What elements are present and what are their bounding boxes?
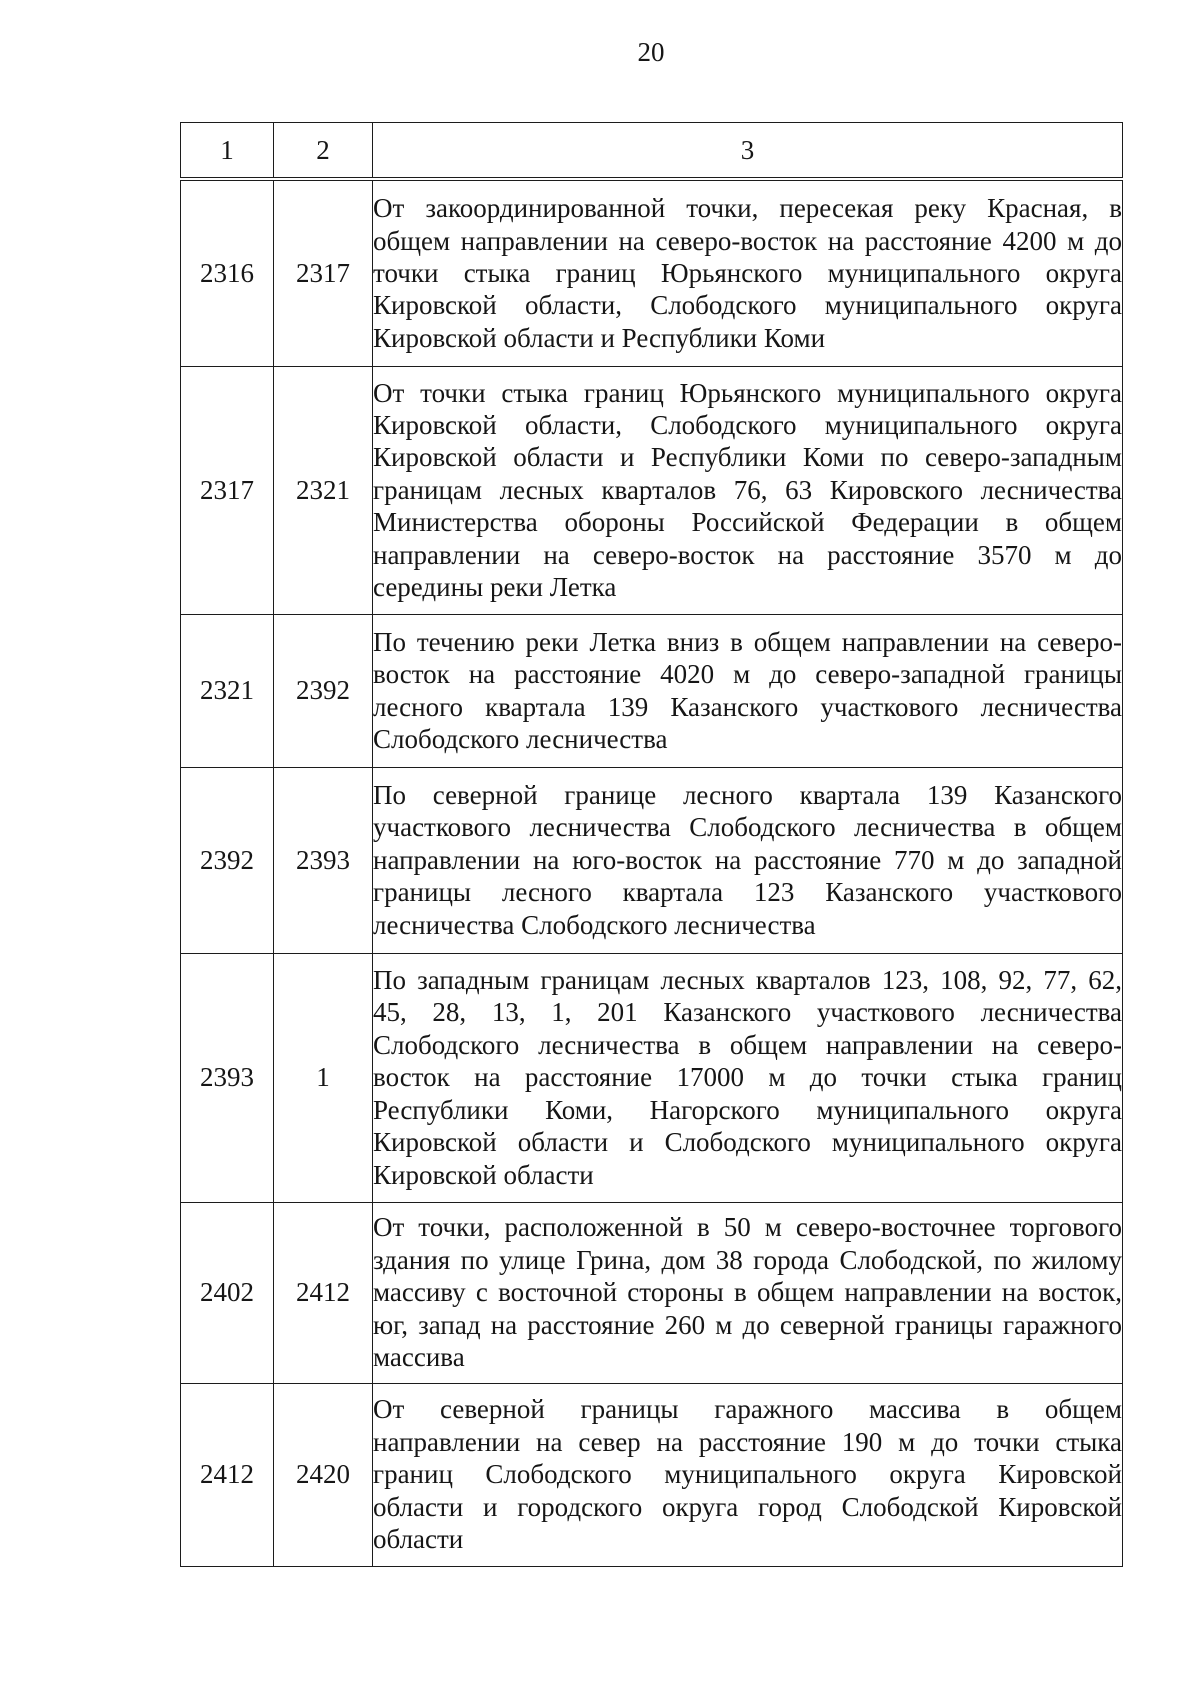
description-cell [373,366,1123,614]
point-from-cell: 2317 [181,366,274,614]
point-to-cell: 2412 [274,1202,373,1383]
point-from-cell: 2393 [181,953,274,1202]
description-line: восток на расстояние 17000 м до точки стыка границ [373,1062,1122,1093]
header-cell-1: 1 [181,123,274,180]
table-row [181,767,1123,953]
description-line: здания по улице Грина, дом 38 города Слободской, по жилому [373,1244,1122,1275]
description-cell [373,1202,1123,1383]
description-line: массива [373,1342,465,1373]
description-cell [373,767,1123,953]
description-line: направлении на север на расстояние 190 м до точки стыка [373,1426,1122,1457]
description-line: Слободского лесничества [373,723,668,754]
description-line: От точки стыка границ Юрьянского муниципального округа [373,377,1122,408]
description-line: Кировской области и Слободского муниципального округа [373,1127,1122,1158]
point-from-cell: 2321 [181,614,274,767]
description-line: Кировской области, Слободского муниципального округа [373,409,1122,440]
description-line: участкового лесничества Слободского лесничества в общем [373,812,1122,843]
description-line: границ Слободского муниципального округа Кировской [373,1459,1122,1490]
description-line: границы лесного квартала 123 Казанского участкового [373,877,1122,908]
table-row [181,366,1123,614]
table-row [181,953,1123,1202]
table-row [181,1383,1123,1566]
point-to-cell: 2321 [274,366,373,614]
description-line: Кировской области [373,1159,594,1190]
description-line: Слободского лесничества в общем направлении на северо- [373,1029,1122,1060]
description-line: направлении на северо-восток на расстояние 3570 м до [373,539,1122,570]
description-line: точки стыка границ Юрьянского муниципального округа [373,258,1122,289]
table-header [181,123,1123,180]
description-cell [373,614,1123,767]
description-line: 45, 28, 13, 1, 201 Казанского участкового лесничества [373,997,1122,1028]
description-line: Кировской области, Слободского муниципального округа [373,290,1122,321]
description-line: области [373,1524,464,1555]
table-row [181,1202,1123,1383]
point-from-cell: 2412 [181,1383,274,1566]
header-cell-2: 2 [274,123,373,180]
point-to-cell: 2420 [274,1383,373,1566]
description-cell [373,1383,1123,1566]
point-to-cell: 2393 [274,767,373,953]
description-line: восток на расстояние 4020 м до северо-западной границы [373,659,1122,690]
description-cell [373,179,1123,366]
table-row [181,179,1123,366]
table-header-row [181,123,1123,180]
table-row [181,614,1123,767]
description-line: Министерства обороны Российской Федерации в общем [373,507,1122,538]
point-to-cell: 2392 [274,614,373,767]
description-line: По течению реки Летка вниз в общем направлении на северо- [373,626,1122,657]
description-line: общем направлении на северо-восток на расстояние 4200 м до [373,225,1122,256]
description-line: От северной границы гаражного массива в общем [373,1394,1122,1425]
description-line: середины реки Летка [373,572,617,603]
point-from-cell: 2316 [181,179,274,366]
description-line: массиву с восточной стороны в общем направлении на восток, [373,1277,1122,1308]
description-line: От закоординированной точки, пересекая реку Красная, в [373,193,1122,224]
point-to-cell: 2317 [274,179,373,366]
point-from-cell: 2402 [181,1202,274,1383]
description-line: Кировской области и Республики Коми по северо-западным [373,442,1122,473]
description-cell [373,953,1123,1202]
description-line: По северной границе лесного квартала 139 Казанского [373,779,1122,810]
description-line: направлении на юго-восток на расстояние 770 м до западной [373,844,1122,875]
boundary-description-table [180,122,1123,1567]
description-line: От точки, расположенной в 50 м северо-восточнее торгового [373,1212,1122,1243]
description-line: лесного квартала 139 Казанского участкового лесничества [373,691,1122,722]
description-line: юг, запад на расстояние 260 м до северной границы гаражного [373,1309,1122,1340]
description-line: границам лесных кварталов 76, 63 Кировского лесничества [373,474,1122,505]
description-line: По западным границам лесных кварталов 123, 108, 92, 77, 62, [373,965,1122,996]
table-body [181,179,1123,1566]
point-from-cell: 2392 [181,767,274,953]
description-line: области и городского округа город Слободской Кировской [373,1491,1122,1522]
page-number: 20 [637,37,665,67]
description-line: Кировской области и Республики Коми [373,322,826,353]
header-cell-3: 3 [373,123,1123,180]
point-to-cell: 1 [274,953,373,1202]
description-line: Республики Коми, Нагорского муниципального округа [373,1094,1122,1125]
description-line: лесничества Слободского лесничества [373,909,816,940]
